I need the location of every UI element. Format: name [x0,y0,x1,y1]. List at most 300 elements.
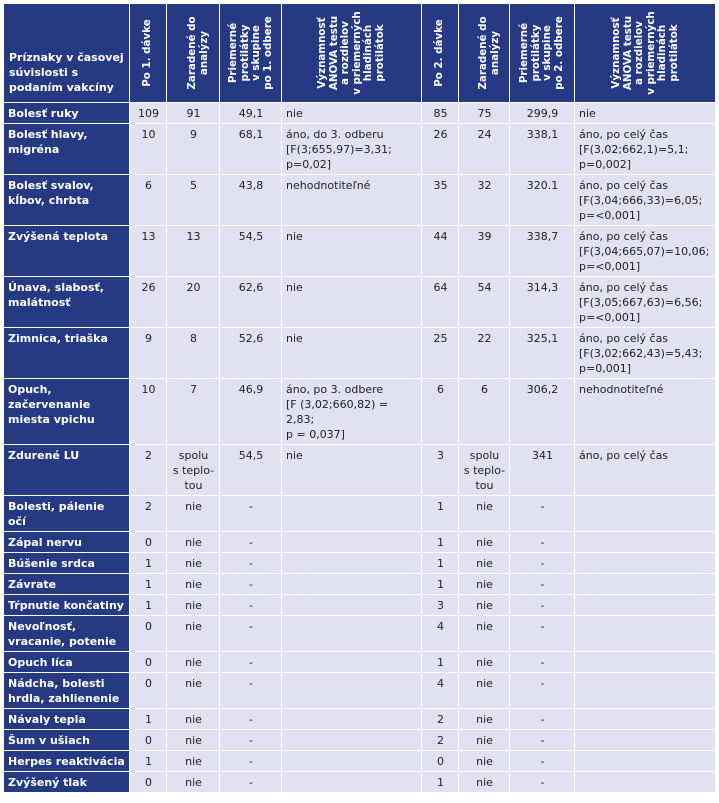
cell-line: 9 [190,128,197,141]
header-line: v priemerných [350,11,363,95]
cell-line: miesta vpichu [8,413,95,426]
cell-line: áno, po celý čas [579,128,669,141]
table-row [4,709,716,730]
cell-line: nie [286,281,303,294]
cell-significance-1 [282,532,422,553]
cell-significance-2 [575,772,716,793]
cell-mean-2: - [510,553,575,574]
cell-line: áno, po celý čas [579,230,669,243]
cell-line: áno, po celý čas [579,332,669,345]
cell-line: áno, po celý čas [579,281,669,294]
cell-line: Opuch líca [8,656,73,669]
cell-line: začervenanie [8,398,91,411]
cell-mean-2: - [510,673,575,709]
header-anova-1 [282,4,422,103]
cell-significance-1 [282,616,422,652]
cell-included-1 [167,226,220,277]
table-row [4,574,716,595]
cell-significance-2 [575,751,716,772]
header-after-dose-1 [130,4,167,103]
cell-mean-2: 325,1 [510,328,575,379]
cell-line: p=0,001] [579,362,631,375]
cell-line: Návaly tepla [8,713,86,726]
table-row [4,496,716,532]
cell-line: nie [476,536,493,549]
header-line: Významnosť [316,17,328,89]
cell-included-1 [167,175,220,226]
cell-significance-2 [575,175,716,226]
table-row [4,328,716,379]
cell-line: nie [476,599,493,612]
cell-line: tou [475,479,494,492]
cell-significance-1 [282,574,422,595]
cell-mean-2: - [510,496,575,532]
table-row [4,652,716,673]
cell-included-2 [459,175,510,226]
cell-included-1 [167,553,220,574]
cell-included-2 [459,277,510,328]
cell-significance-2 [575,574,716,595]
cell-line: Tŕpnutie končatiny [8,599,124,612]
cell-line: 54 [477,281,492,294]
cell-mean-1: - [220,595,282,616]
cell-significance-2 [575,652,716,673]
cell-significance-1 [282,226,422,277]
cell-after-dose-2: 1 [422,652,459,673]
cell-included-2 [459,751,510,772]
cell-line: 75 [477,107,492,120]
header-mean-antibodies-2 [510,4,575,103]
cell-significance-1 [282,751,422,772]
cell-included-1 [167,673,220,709]
header-line: protilátok [373,24,386,82]
cell-mean-2: 338,7 [510,226,575,277]
cell-after-dose-1: 2 [130,496,167,532]
cell-line: 13 [186,230,201,243]
cell-line: Bolesť hlavy, [8,128,88,141]
table-row [4,277,716,328]
header-symptoms: Príznaky v časovej súvislosti s podaním vakcíny [4,4,130,103]
cell-line: nie [185,734,202,747]
cell-significance-2 [575,277,716,328]
header-line: protilátky [238,24,250,82]
cell-included-1 [167,730,220,751]
header-included-1 [167,4,220,103]
cell-after-dose-1: 0 [130,532,167,553]
cell-line: [F(3;655,97)=3,31; [286,143,392,156]
header-line: Zaradené do analýzy [186,16,210,90]
cell-mean-1: 62,6 [220,277,282,328]
cell-mean-1: - [220,673,282,709]
cell-line: Zdurené LU [8,449,80,462]
cell-included-2 [459,730,510,751]
cell-after-dose-2: 0 [422,751,459,772]
cell-significance-2 [575,730,716,751]
cell-mean-1: - [220,751,282,772]
cell-line: vracanie, potenie [8,635,117,648]
header-line: a rozdielov [632,21,645,85]
cell-symptom [4,553,130,574]
cell-symptom [4,226,130,277]
cell-line: 22 [477,332,492,345]
cell-included-1 [167,124,220,175]
cell-line: spolu [469,449,500,462]
cell-line: nie [185,620,202,633]
header-mean-antibodies-2-text [519,9,565,97]
cell-line: p=<0,001] [579,260,641,273]
cell-mean-1: - [220,616,282,652]
cell-included-1 [167,595,220,616]
cell-symptom [4,772,130,793]
cell-line: Zvýšená teplota [8,230,109,243]
cell-line: tou [184,479,203,492]
header-line: po 1. odbere [261,16,273,90]
header-line: hladinách [362,24,374,82]
cell-included-2 [459,532,510,553]
header-line: protilátok [667,24,679,82]
cell-symptom [4,175,130,226]
cell-mean-2: - [510,751,575,772]
cell-line: p=0,002] [579,158,631,171]
cell-mean-2: - [510,595,575,616]
table-row [4,175,716,226]
table-row [4,730,716,751]
cell-line: Zimnica, triaška [8,332,108,345]
cell-line: kĺbov, chrbta [8,194,90,207]
cell-line: nie [476,776,493,789]
cell-after-dose-2: 1 [422,496,459,532]
cell-symptom [4,652,130,673]
cell-significance-2 [575,553,716,574]
cell-after-dose-1: 6 [130,175,167,226]
cell-significance-1 [282,175,422,226]
cell-significance-2 [575,103,716,124]
cell-line: nie [185,578,202,591]
cell-significance-2 [575,673,716,709]
table-row [4,772,716,793]
cell-significance-1 [282,772,422,793]
cell-mean-2: - [510,772,575,793]
cell-line: Závrate [8,578,57,591]
cell-significance-1 [282,673,422,709]
cell-line: Herpes reaktivácia [8,755,125,768]
cell-mean-2: - [510,652,575,673]
table-row [4,595,716,616]
cell-included-2 [459,616,510,652]
cell-line: nehodnotiteľné [286,179,371,192]
cell-after-dose-2: 3 [422,445,459,496]
cell-included-1 [167,103,220,124]
cell-mean-1: - [220,772,282,793]
cell-significance-1 [282,553,422,574]
cell-mean-1: - [220,496,282,532]
cell-symptom [4,616,130,652]
cell-significance-1 [282,103,422,124]
cell-after-dose-1: 10 [130,124,167,175]
cell-mean-2: - [510,730,575,751]
cell-mean-1: - [220,574,282,595]
cell-symptom [4,379,130,445]
cell-included-1 [167,379,220,445]
cell-included-2 [459,328,510,379]
cell-mean-1: 49,1 [220,103,282,124]
cell-line: nie [476,755,493,768]
cell-line: 5 [190,179,197,192]
cell-included-1 [167,616,220,652]
header-after-dose-2-text [434,9,446,97]
cell-after-dose-2: 35 [422,175,459,226]
cell-after-dose-2: 2 [422,709,459,730]
cell-after-dose-1: 1 [130,751,167,772]
cell-included-1 [167,772,220,793]
cell-significance-1 [282,124,422,175]
cell-significance-2 [575,226,716,277]
cell-line: Zvýšený tlak [8,776,87,789]
table-row [4,103,716,124]
header-line: ANOVA testu [621,15,633,91]
cell-after-dose-1: 1 [130,553,167,574]
cell-line: Zápal nervu [8,536,83,549]
header-anova-1-text [317,9,386,97]
header-line: v skupine [541,25,553,81]
table-row [4,379,716,445]
cell-included-1 [167,652,220,673]
cell-line: nie [286,449,303,462]
cell-symptom [4,751,130,772]
cell-included-2 [459,595,510,616]
cell-after-dose-1: 9 [130,328,167,379]
cell-mean-2: 341 [510,445,575,496]
symptoms-table [3,3,716,793]
cell-significance-2 [575,379,716,445]
table-row [4,226,716,277]
cell-mean-2: 306,2 [510,379,575,445]
cell-line: [F (3,02;660,82) = 2,83; [286,398,389,426]
header-line: v skupine [249,25,262,81]
cell-included-2 [459,673,510,709]
header-line: po 2. odbere [552,16,565,90]
cell-line: 6 [481,383,488,396]
header-anova-2 [575,4,716,103]
header-line: Zaradené do analýzy [477,16,501,90]
cell-mean-1: - [220,730,282,751]
cell-mean-2: 320.1 [510,175,575,226]
header-line: ANOVA testu [327,15,340,91]
header-line: Po 2. dávke [433,19,446,87]
cell-included-2 [459,709,510,730]
cell-mean-1: 52,6 [220,328,282,379]
cell-included-1 [167,751,220,772]
cell-mean-2: 314,3 [510,277,575,328]
cell-line: Šum v ušiach [8,734,90,747]
cell-significance-2 [575,616,716,652]
header-mean-antibodies-1 [220,4,282,103]
cell-line: Bolesť ruky [8,107,79,120]
cell-after-dose-2: 6 [422,379,459,445]
cell-line: 32 [477,179,492,192]
cell-line: nie [185,656,202,669]
table-row [4,553,716,574]
cell-after-dose-2: 1 [422,532,459,553]
cell-line: áno, do 3. odberu [286,128,384,141]
cell-mean-2: - [510,616,575,652]
cell-symptom [4,103,130,124]
cell-line: áno, po celý čas [579,179,669,192]
cell-line: migréna [8,143,60,156]
cell-after-dose-1: 1 [130,595,167,616]
cell-line: nie [476,578,493,591]
cell-mean-1: 68,1 [220,124,282,175]
header-included-2 [459,4,510,103]
cell-line: [F(3,02;662,1)=5,1; [579,143,689,156]
cell-line: [F(3,05;667,63)=6,56; [579,296,703,309]
cell-after-dose-1: 0 [130,652,167,673]
cell-mean-1: - [220,532,282,553]
cell-after-dose-1: 1 [130,574,167,595]
table-row [4,532,716,553]
header-line: Priemerné [226,22,239,84]
table-body [4,103,716,793]
cell-included-2 [459,226,510,277]
cell-line: nie [185,776,202,789]
cell-included-1 [167,277,220,328]
cell-after-dose-2: 44 [422,226,459,277]
cell-significance-2 [575,124,716,175]
cell-included-1 [167,574,220,595]
cell-included-1 [167,445,220,496]
cell-line: nie [185,557,202,570]
cell-mean-1: 46,9 [220,379,282,445]
cell-line: nie [476,656,493,669]
header-line: Významnosť [609,17,622,89]
cell-line: nie [579,107,596,120]
cell-significance-1 [282,652,422,673]
table-row [4,445,716,496]
cell-mean-1: - [220,709,282,730]
cell-line: Bolesť svalov, [8,179,94,192]
cell-significance-1 [282,328,422,379]
cell-symptom [4,445,130,496]
cell-included-2 [459,379,510,445]
cell-significance-2 [575,532,716,553]
cell-line: Búšenie srdca [8,557,95,570]
cell-mean-2: 338,1 [510,124,575,175]
cell-included-2 [459,553,510,574]
cell-significance-1 [282,496,422,532]
cell-after-dose-2: 64 [422,277,459,328]
cell-after-dose-1: 13 [130,226,167,277]
cell-line: áno, po celý čas [579,449,669,462]
cell-after-dose-1: 2 [130,445,167,496]
cell-after-dose-2: 4 [422,616,459,652]
cell-line: hrdla, zahlienenie [8,692,120,705]
cell-included-1 [167,328,220,379]
cell-symptom [4,496,130,532]
cell-after-dose-1: 10 [130,379,167,445]
cell-symptom [4,574,130,595]
cell-after-dose-2: 85 [422,103,459,124]
cell-line: nie [476,557,493,570]
cell-line: nie [185,500,202,513]
cell-line: [F(3,02;662,43)=5,43; [579,347,703,360]
cell-after-dose-1: 0 [130,730,167,751]
header-included-1-text [187,9,210,97]
cell-significance-2 [575,328,716,379]
cell-after-dose-2: 25 [422,328,459,379]
cell-line: 91 [186,107,201,120]
cell-line: nie [286,107,303,120]
cell-significance-1 [282,445,422,496]
cell-after-dose-2: 26 [422,124,459,175]
cell-after-dose-1: 109 [130,103,167,124]
cell-line: Nádcha, bolesti [8,677,105,690]
cell-line: nehodnotiteľné [579,383,664,396]
cell-mean-1: - [220,553,282,574]
cell-significance-1 [282,709,422,730]
cell-after-dose-2: 1 [422,553,459,574]
cell-included-1 [167,532,220,553]
cell-line: 20 [186,281,201,294]
cell-line: nie [476,620,493,633]
cell-significance-1 [282,379,422,445]
cell-line: p=<0,001] [579,311,641,324]
cell-line: Opuch, [8,383,52,396]
cell-significance-2 [575,595,716,616]
cell-line: nie [185,677,202,690]
header-row [4,4,716,103]
header-mean-antibodies-1-text [228,9,274,97]
cell-line: 24 [477,128,492,141]
cell-after-dose-2: 3 [422,595,459,616]
cell-symptom [4,673,130,709]
cell-line: Bolesti, pálenie očí [8,500,105,528]
cell-line: [F(3,04;665,07)=10,06; [579,245,710,258]
cell-mean-2: - [510,574,575,595]
cell-after-dose-1: 26 [130,277,167,328]
cell-line: nie [476,677,493,690]
cell-included-2 [459,445,510,496]
cell-line: Únava, slabosť, [8,281,104,294]
cell-significance-1 [282,730,422,751]
cell-included-2 [459,496,510,532]
cell-after-dose-2: 4 [422,673,459,709]
cell-included-2 [459,124,510,175]
cell-line: áno, po 3. odbere [286,383,384,396]
cell-mean-2: - [510,532,575,553]
cell-mean-1: 54,5 [220,445,282,496]
cell-line: s teplo- [463,464,506,477]
cell-symptom [4,730,130,751]
cell-line: malátnosť [8,296,71,309]
cell-significance-2 [575,709,716,730]
cell-line: 39 [477,230,492,243]
cell-significance-2 [575,445,716,496]
cell-included-1 [167,496,220,532]
cell-significance-1 [282,595,422,616]
header-line: v priemerných [644,11,656,95]
cell-line: nie [185,536,202,549]
cell-after-dose-1: 0 [130,673,167,709]
cell-symptom [4,709,130,730]
cell-line: spolu [178,449,209,462]
header-line: hladinách [655,24,668,82]
cell-line: nie [286,230,303,243]
cell-line: nie [185,599,202,612]
cell-after-dose-2: 1 [422,574,459,595]
cell-line: nie [476,734,493,747]
cell-mean-1: - [220,652,282,673]
cell-after-dose-2: 2 [422,730,459,751]
